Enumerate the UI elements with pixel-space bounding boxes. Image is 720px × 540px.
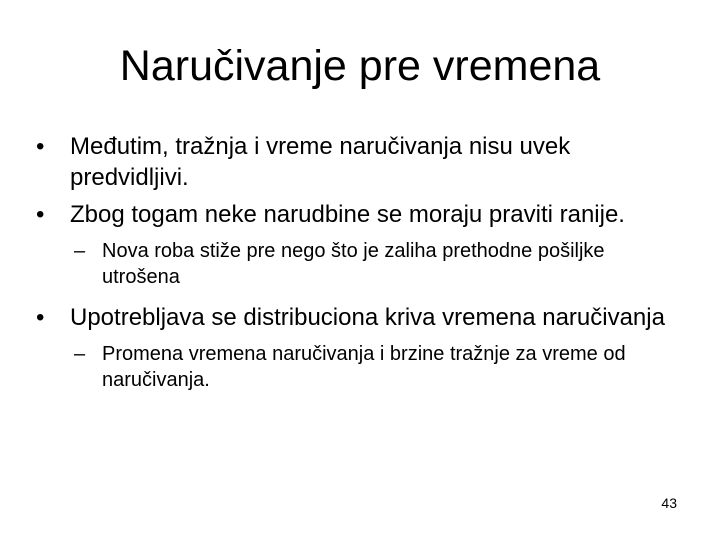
bullet-item-1 <box>36 131 686 193</box>
sub-bullet-text: Nova roba stiže pre nego što je zaliha prethodne pošiljke utrošena <box>102 240 605 288</box>
bullet-marker: • <box>36 133 45 160</box>
sub-bullet-item-2-1 <box>70 238 686 290</box>
bullet-text: Upotrebljava se distribuciona kriva vremena naručivanja <box>70 304 665 331</box>
sub-bullet-marker: – <box>74 240 86 262</box>
bullet-marker: • <box>36 304 45 331</box>
bullet-item-2 <box>36 199 686 230</box>
sub-bullet-item-3-1 <box>70 341 686 393</box>
page-number: 43 <box>661 495 677 511</box>
bullet-item-3 <box>36 302 686 333</box>
bullet-text: Međutim, tražnja i vreme naručivanja nisu uvek predvidljivi. <box>70 133 571 191</box>
slide-title: Naručivanje pre vremena <box>119 42 601 90</box>
slide-body <box>36 131 686 405</box>
sub-bullet-marker: – <box>74 343 86 365</box>
sub-bullet-text: Promena vremena naručivanja i brzine tražnje za vreme od naručivanja. <box>102 343 626 391</box>
bullet-marker: • <box>36 201 45 228</box>
bullet-text: Zbog togam neke narudbine se moraju praviti ranije. <box>70 201 625 228</box>
